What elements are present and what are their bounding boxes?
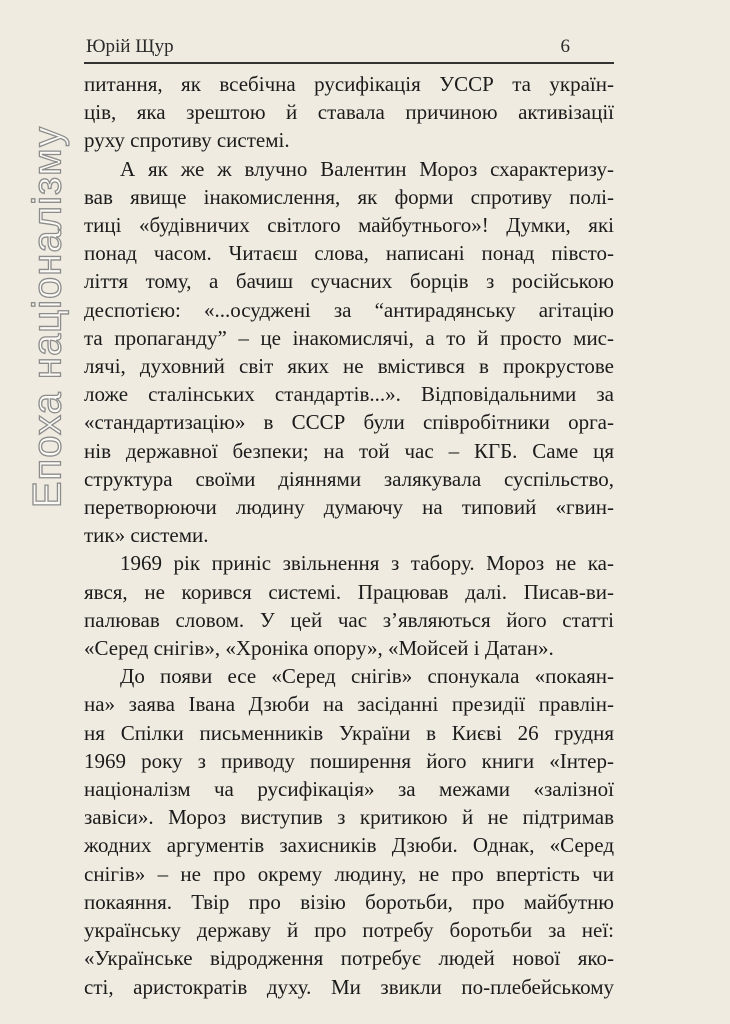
text-line: перетворюючи людину думаючу на типовий «гвин- (84, 495, 614, 520)
text-line: нів державної безпеки; на той час – КГБ. Саме ця (84, 438, 614, 463)
text-line: 1969 рік приніс звільнення з табору. Мороз не ка- (120, 551, 614, 576)
header-author: Юрій Щур (86, 36, 174, 57)
text-line: сті, аристократів духу. Ми звикли по-плебейському (84, 974, 614, 999)
text-line: жодних аргументів захисників Дзюби. Однак, «Серед (84, 833, 614, 858)
text-line: лячі, духовний світ яких не вмістився в прокрустове (84, 354, 614, 379)
text-line: деспотією: «...осуджені за “антирадянську агітацію (84, 297, 614, 322)
text-line: питання, як всебічна русифікація УССР та україн- (84, 72, 614, 96)
text-line: До появи есе «Серед снігів» спонукала «покаян- (120, 664, 614, 689)
page-number: 6 (560, 36, 570, 57)
text-line: снігів» – не про окрему людину, не про впертість чи (84, 861, 614, 886)
text-line: ців, яка зрештою й ставала причиною активізації (84, 100, 614, 125)
header-rule (84, 62, 614, 64)
text-line: тиці «будівничих світлого майбутнього»! Думки, які (84, 213, 614, 238)
text-line: «Українське відродження потребує людей нової яко- (84, 946, 614, 971)
text-line: та пропаганду” – це інакомислячі, а то й просто мис- (84, 325, 614, 350)
text-line: ложе сталінських стандартів...». Відповідальними за (84, 382, 614, 407)
spine-title-text: Епоха націоналізму (25, 125, 70, 509)
text-line: вав явище інакомислення, як форми спротиву полі- (84, 184, 614, 209)
text-line: на» заява Івана Дзюби на засіданні президії правлін- (84, 692, 614, 717)
text-line: «Серед снігів», «Хроніка опору», «Мойсей і Датан». (84, 636, 554, 661)
running-header (84, 32, 614, 64)
text-line: палював словом. У цей час з’являються його статті (84, 607, 614, 632)
text-line: ліття тому, а бачиш сучасних борців з російською (84, 269, 614, 294)
text-line: понад часом. Читаєш слова, написані понад півсто- (84, 241, 614, 266)
text-line: 1969 року з приводу поширення його книги «Інтер- (84, 748, 614, 773)
text-line: завіси». Мороз виступив з критикою й не підтримав (84, 805, 614, 830)
spine-title (25, 92, 70, 542)
text-line: покаяння. Твір про візію боротьби, про майбутню (84, 889, 614, 914)
text-line: руху спротиву системі. (84, 128, 290, 153)
text-line: «стандартизацію» в СССР були співробітники орга- (84, 410, 614, 435)
text-line: структура своїми діяннями залякувала суспільство, (84, 466, 614, 491)
text-line: націоналізм ча русифікація» за межами «залізної (84, 777, 614, 802)
text-line: явся, не корився системі. Працював далі. Писав-ви- (84, 579, 614, 604)
text-line: тик» системи. (84, 523, 209, 548)
text-line: українську державу й про потребу боротьби за неї: (84, 918, 614, 943)
body-text (84, 70, 614, 1001)
text-line: А як же ж влучно Валентин Мороз схарактеризу- (120, 156, 614, 181)
text-line: ня Спілки письменників України в Києві 26 грудня (84, 720, 614, 745)
